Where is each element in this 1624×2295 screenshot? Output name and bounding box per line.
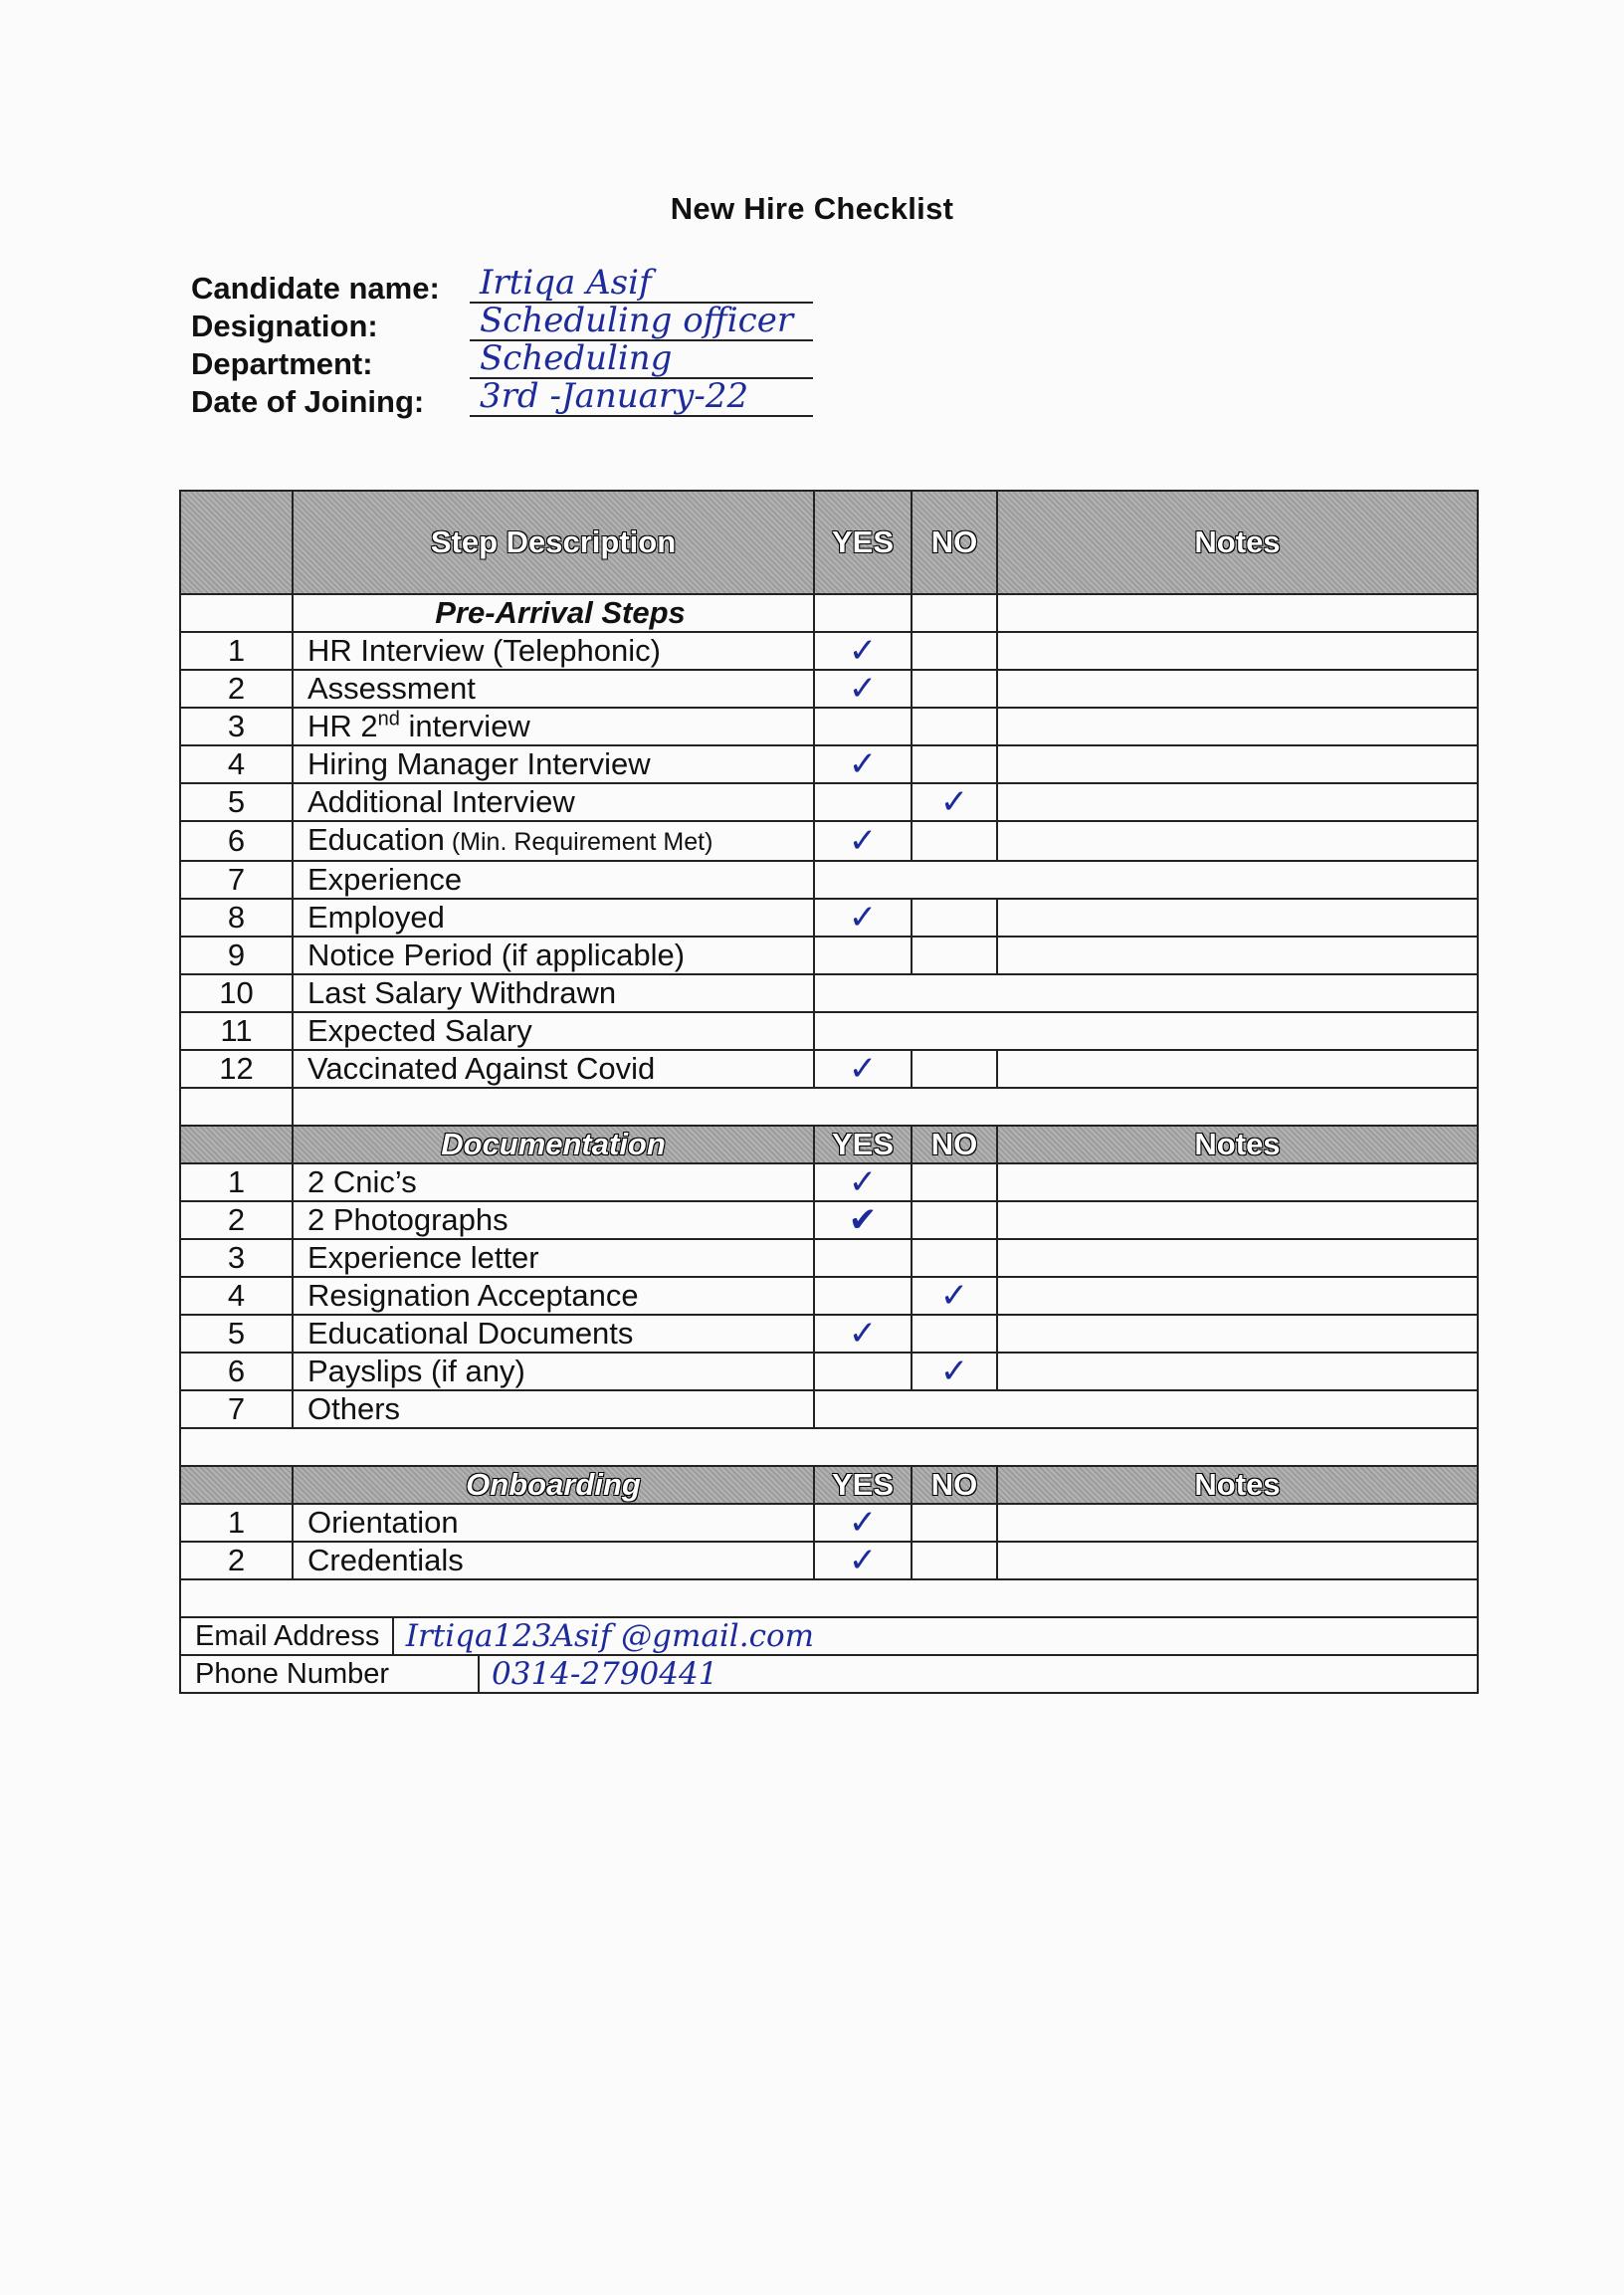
checklist-table bbox=[179, 490, 1479, 1694]
table-row bbox=[180, 745, 1478, 783]
onboarding-header-row bbox=[180, 1466, 1478, 1504]
designation-row bbox=[191, 301, 908, 343]
row-number: 6 bbox=[180, 1353, 293, 1390]
spacer-cell bbox=[293, 1088, 1478, 1126]
yes-check[interactable]: ✓ bbox=[814, 670, 912, 708]
row-description: Employed bbox=[293, 899, 814, 937]
row-number: 7 bbox=[180, 1390, 293, 1428]
desc-part: HR 2 bbox=[307, 709, 378, 743]
notes-cell[interactable] bbox=[997, 1239, 1478, 1277]
email-value[interactable]: Irtiqa123Asif @gmail.com bbox=[405, 1618, 814, 1654]
row-number: 5 bbox=[180, 1315, 293, 1353]
table-row bbox=[180, 1315, 1478, 1353]
phone-value[interactable]: 0314-2790441 bbox=[492, 1656, 718, 1692]
no-check[interactable]: ✓ bbox=[912, 1277, 997, 1315]
pre-arrival-title: Pre-Arrival Steps bbox=[293, 594, 814, 632]
table-row bbox=[180, 821, 1478, 861]
row-description: Credentials bbox=[293, 1542, 814, 1579]
row-description: HR Interview (Telephonic) bbox=[293, 632, 814, 670]
row-number: 3 bbox=[180, 708, 293, 745]
email-label: Email Address bbox=[181, 1618, 394, 1654]
row-number: 3 bbox=[180, 1239, 293, 1277]
notes-cell[interactable] bbox=[997, 1315, 1478, 1353]
header-yes: YES bbox=[814, 1466, 912, 1504]
header-yes: YES bbox=[814, 491, 912, 594]
spacer-num bbox=[180, 1088, 293, 1126]
notes-cell[interactable] bbox=[997, 783, 1478, 821]
email-value-extension bbox=[814, 1617, 1478, 1655]
row-description: Notice Period (if applicable) bbox=[293, 937, 814, 974]
email-row bbox=[180, 1617, 1478, 1655]
yes-check[interactable]: ✓ bbox=[814, 632, 912, 670]
table-row bbox=[180, 899, 1478, 937]
table-row bbox=[180, 1239, 1478, 1277]
row-number: 7 bbox=[180, 861, 293, 899]
row-description: Experience bbox=[293, 861, 814, 899]
yes-check[interactable]: ✓ bbox=[814, 1050, 912, 1088]
candidate-name-label: Candidate name: bbox=[191, 271, 440, 306]
header-notes: Notes bbox=[997, 1466, 1478, 1504]
table-row bbox=[180, 1163, 1478, 1201]
notes-cell[interactable] bbox=[997, 745, 1478, 783]
notes-cell[interactable] bbox=[997, 1504, 1478, 1542]
spacer-cell bbox=[180, 1579, 1478, 1617]
desc-note: (Min. Requirement Met) bbox=[444, 828, 713, 856]
header-notes: Notes bbox=[997, 1126, 1478, 1163]
candidate-info bbox=[191, 263, 908, 419]
spacer-row bbox=[180, 1088, 1478, 1126]
header-no: NO bbox=[912, 491, 997, 594]
table-row bbox=[180, 708, 1478, 745]
table-row bbox=[180, 1277, 1478, 1315]
row-number: 1 bbox=[180, 1504, 293, 1542]
doj-row bbox=[191, 376, 908, 419]
table-row bbox=[180, 632, 1478, 670]
header-num-cell bbox=[180, 491, 293, 594]
table-row bbox=[180, 974, 1478, 1012]
table-row bbox=[180, 1201, 1478, 1239]
yes-check[interactable] bbox=[814, 1277, 912, 1315]
row-description: Hiring Manager Interview bbox=[293, 745, 814, 783]
row-description: 2 Photographs bbox=[293, 1201, 814, 1239]
row-description: Assessment bbox=[293, 670, 814, 708]
table-row bbox=[180, 1353, 1478, 1390]
row-description: Vaccinated Against Covid bbox=[293, 1050, 814, 1088]
row-description bbox=[293, 708, 814, 745]
documentation-title: Documentation bbox=[293, 1126, 814, 1163]
notes-cell[interactable] bbox=[997, 1050, 1478, 1088]
email-inner bbox=[181, 1618, 814, 1654]
table-row bbox=[180, 1390, 1478, 1428]
row-number: 11 bbox=[180, 1012, 293, 1050]
merged-response-cell[interactable] bbox=[814, 861, 1478, 899]
yes-check[interactable] bbox=[814, 708, 912, 745]
department-label: Department: bbox=[191, 346, 373, 381]
header-no: NO bbox=[912, 1126, 997, 1163]
notes-cell[interactable] bbox=[997, 1542, 1478, 1579]
header-no: NO bbox=[912, 1466, 997, 1504]
merged-response-cell[interactable] bbox=[814, 1390, 1478, 1428]
row-number: 2 bbox=[180, 670, 293, 708]
candidate-name-row bbox=[191, 263, 908, 306]
no-check[interactable] bbox=[912, 1050, 997, 1088]
row-description: Experience letter bbox=[293, 1239, 814, 1277]
phone-row bbox=[180, 1655, 1478, 1693]
notes-cell[interactable] bbox=[997, 1353, 1478, 1390]
row-description: Last Salary Withdrawn bbox=[293, 974, 814, 1012]
table-row bbox=[180, 1504, 1478, 1542]
no-check[interactable] bbox=[912, 1542, 997, 1579]
row-number: 1 bbox=[180, 632, 293, 670]
header-step-description: Step Description bbox=[293, 491, 814, 594]
table-row bbox=[180, 1050, 1478, 1088]
yes-check[interactable]: ✓ bbox=[814, 1163, 912, 1201]
designation-label: Designation: bbox=[191, 309, 378, 343]
notes-cell[interactable] bbox=[997, 1277, 1478, 1315]
notes-cell bbox=[997, 594, 1478, 632]
row-description: Educational Documents bbox=[293, 1315, 814, 1353]
department-value[interactable]: Scheduling bbox=[480, 338, 673, 378]
phone-value-extension bbox=[814, 1655, 1478, 1693]
table-row bbox=[180, 937, 1478, 974]
row-description: Payslips (if any) bbox=[293, 1353, 814, 1390]
row-description: Additional Interview bbox=[293, 783, 814, 821]
notes-cell[interactable] bbox=[997, 708, 1478, 745]
no-check[interactable] bbox=[912, 937, 997, 974]
no-check[interactable] bbox=[912, 670, 997, 708]
row-description: Orientation bbox=[293, 1504, 814, 1542]
header-yes: YES bbox=[814, 1126, 912, 1163]
row-number: 6 bbox=[180, 821, 293, 861]
row-number: 4 bbox=[180, 1277, 293, 1315]
spacer-row bbox=[180, 1579, 1478, 1617]
yes-check[interactable] bbox=[814, 1353, 912, 1390]
spacer-row bbox=[180, 1428, 1478, 1466]
yes-check[interactable] bbox=[814, 1239, 912, 1277]
yes-check[interactable] bbox=[814, 937, 912, 974]
section-num-cell bbox=[180, 1126, 293, 1163]
table-row bbox=[180, 1012, 1478, 1050]
notes-cell[interactable] bbox=[997, 821, 1478, 861]
no-check[interactable] bbox=[912, 1201, 997, 1239]
desc-part: interview bbox=[399, 709, 530, 743]
no-check[interactable]: ✓ bbox=[912, 1353, 997, 1390]
spacer-cell bbox=[180, 1428, 1478, 1466]
notes-cell[interactable] bbox=[997, 937, 1478, 974]
phone-cell bbox=[180, 1655, 814, 1693]
row-description: Others bbox=[293, 1390, 814, 1428]
no-check[interactable] bbox=[912, 632, 997, 670]
no-check[interactable] bbox=[912, 821, 997, 861]
notes-cell[interactable] bbox=[997, 1163, 1478, 1201]
row-number: 12 bbox=[180, 1050, 293, 1088]
yes-check[interactable]: ✓ bbox=[814, 1542, 912, 1579]
no-check[interactable] bbox=[912, 708, 997, 745]
phone-label: Phone Number bbox=[181, 1656, 480, 1692]
merged-response-cell[interactable] bbox=[814, 1012, 1478, 1050]
row-number: 8 bbox=[180, 899, 293, 937]
row-number: 9 bbox=[180, 937, 293, 974]
no-check[interactable] bbox=[912, 899, 997, 937]
table-header-row bbox=[180, 491, 1478, 594]
yes-check[interactable]: ✓ bbox=[814, 1315, 912, 1353]
yes-check[interactable]: ✓ bbox=[814, 745, 912, 783]
no-check[interactable] bbox=[912, 745, 997, 783]
section-num-cell bbox=[180, 594, 293, 632]
notes-cell[interactable] bbox=[997, 899, 1478, 937]
table-row bbox=[180, 861, 1478, 899]
notes-cell[interactable] bbox=[997, 632, 1478, 670]
yes-check[interactable]: ✔ bbox=[814, 1201, 912, 1239]
desc-part: Education bbox=[307, 822, 445, 857]
yes-check[interactable]: ✓ bbox=[814, 1504, 912, 1542]
no-check[interactable] bbox=[912, 1504, 997, 1542]
table-row bbox=[180, 1542, 1478, 1579]
row-number: 2 bbox=[180, 1542, 293, 1579]
table-row bbox=[180, 783, 1478, 821]
notes-cell[interactable] bbox=[997, 670, 1478, 708]
row-description: Expected Salary bbox=[293, 1012, 814, 1050]
row-description bbox=[293, 821, 814, 861]
department-row bbox=[191, 338, 908, 381]
page-title: New Hire Checklist bbox=[670, 191, 954, 226]
pre-arrival-title-row bbox=[180, 594, 1478, 632]
documentation-header-row bbox=[180, 1126, 1478, 1163]
doj-value[interactable]: 3rd -January-22 bbox=[480, 376, 749, 416]
section-num-cell bbox=[180, 1466, 293, 1504]
yes-cell bbox=[814, 594, 912, 632]
no-cell bbox=[912, 594, 997, 632]
no-check[interactable] bbox=[912, 1163, 997, 1201]
yes-check[interactable]: ✓ bbox=[814, 899, 912, 937]
notes-cell[interactable] bbox=[997, 1201, 1478, 1239]
row-description: Resignation Acceptance bbox=[293, 1277, 814, 1315]
desc-superscript: nd bbox=[377, 708, 400, 730]
row-description: 2 Cnic’s bbox=[293, 1163, 814, 1201]
email-cell bbox=[180, 1617, 814, 1655]
no-check[interactable] bbox=[912, 1315, 997, 1353]
no-check[interactable]: ✓ bbox=[912, 783, 997, 821]
row-number: 1 bbox=[180, 1163, 293, 1201]
merged-response-cell[interactable] bbox=[814, 974, 1478, 1012]
onboarding-title: Onboarding bbox=[293, 1466, 814, 1504]
row-number: 10 bbox=[180, 974, 293, 1012]
no-check[interactable] bbox=[912, 1239, 997, 1277]
doj-label: Date of Joining: bbox=[191, 384, 425, 419]
row-number: 5 bbox=[180, 783, 293, 821]
phone-inner bbox=[181, 1656, 814, 1692]
table-row bbox=[180, 670, 1478, 708]
row-number: 2 bbox=[180, 1201, 293, 1239]
yes-check[interactable]: ✓ bbox=[814, 821, 912, 861]
row-number: 4 bbox=[180, 745, 293, 783]
candidate-name-value[interactable]: Irtiqa Asif bbox=[480, 263, 652, 303]
designation-value[interactable]: Scheduling officer bbox=[480, 301, 794, 340]
header-notes: Notes bbox=[997, 491, 1478, 594]
yes-check[interactable] bbox=[814, 783, 912, 821]
